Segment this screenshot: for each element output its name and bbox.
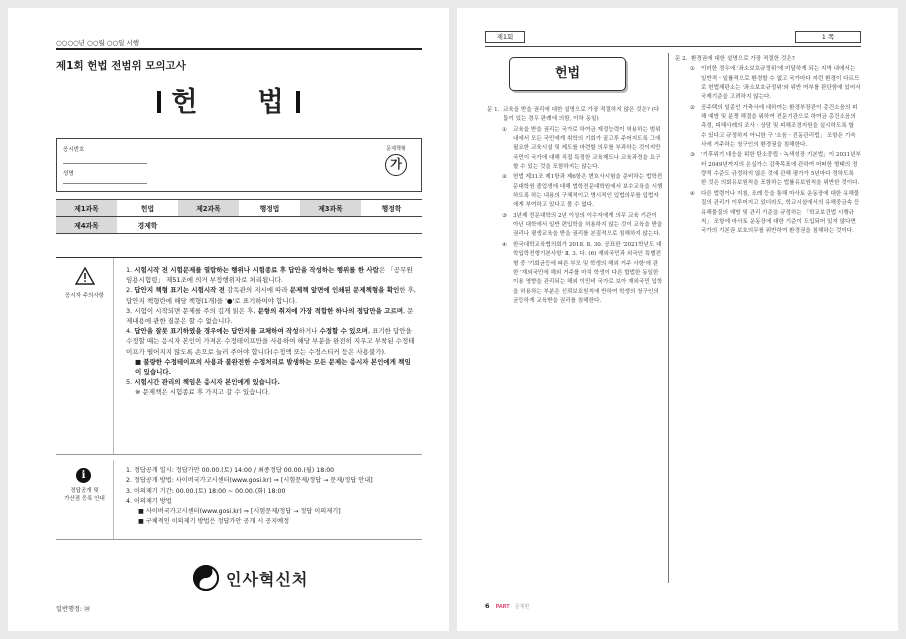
question-stem: 문 1. 교육을 받을 권리에 대한 설명으로 가장 적절하지 않은 것은? (다툼이 있는 경우 판례에 의함, 이하 동일) bbox=[487, 107, 660, 123]
info-item: 4. 이의제기 방법 bbox=[126, 497, 172, 505]
notice-item: 4. 답안을 잘못 표기하였을 경우에는 답안지를 교체하여 작성하거나 수정할 수 있으며, 표기한 답안을 수정할 때는 응시자 본인이 가져온 수정테이프만을 사용하여 해당 부분을 완전히 지우고 부착된 수정테이프가 떨어지지 않도록 손으로 눌러 주어야 합니다(수정액 또는 수정스티커 등은 사용불가). bbox=[126, 327, 415, 356]
question-option: ④ 한국대학교육협의회가 2018. 8. 30. 공표한 '2021학년도 대학입학전형기본사항' Ⅱ. 3. 다. (6) 재외국민과 외국인 특별전형 중 '기회균등에 따른 부모 및 학생의 해외 거주 사항'에 관한 '재외국민에 해외 거주를 마치 학생이 다른 합법한 동일한 이용 영향을 관리되는 해외 이민비 국가로 보아 재외국민 입학을 허용하는 부분은 신뢰보호원칙에 반하여 학생의 청구인의 균등하게 교육받을 권리를 침해한다. bbox=[502, 241, 663, 304]
notice-item: 1. 시험시작 전 시험문제를 열람하는 행위나 시험종료 후 답안을 작성하는 행위를 한 사람은 「공무원임용시험령」 제51조에 의거 부정행위자로 처리됩니다. bbox=[126, 266, 413, 285]
question-1 bbox=[487, 106, 663, 306]
left-page bbox=[8, 8, 449, 631]
info-label: 정답공개 및 가산점 등록 안내 bbox=[64, 488, 105, 502]
subject-cell: 제4과목 bbox=[56, 217, 117, 234]
info-item: 3. 이의제기 기간: 00.00.(토) 18:00 ~ 00.00.(화) 18:00 bbox=[126, 487, 286, 495]
question-option: ③ '기후위기 대응을 위한 탄소중립ㆍ녹색성장 기본법」이 2031년부터 2049년까지의 온실가스 감축목표에 관하여 어떠한 형태의 정량적 수준도 규정하지 않은 것에 관해 평가가 5년마다 정하도록 한 것은 의회유보원칙을 포함하는 법률유보원칙을 위반한 것이다. bbox=[690, 152, 861, 187]
question-option: ② 헌법 제31조 제1항과 제6항은 변호사시험을 준비하는 법학전문대학원 졸업생에 대해 법학전문대학원에서 보수교육을 시행하도록 하는 내용의 구체적이고 명시적인 입법의무를 입법자에게 부여하고 있다고 볼 수 없다. bbox=[502, 174, 663, 209]
info-item: 1. 정답공개 일시: 정답가안 00.00.(토) 14:00 / 최종정답 00.00.(월) 18:00 bbox=[126, 467, 335, 474]
question-option: ④ 다른 법령이나 지침, 조례 등을 통해 마사토 운동장에 대한 유해물질의 관리가 이루어지고 있더라도, 학교시설에서의 유해중금속 등 유해물질의 예방 및 관리 기준을 규정하는 「학교보건법 시행규칙」 조항에 마사토 운동장에 대한 기준이 도입되어 있지 않다면 국가의 기본권 보호의무를 위반하여 환경권을 침해하는 것이다. bbox=[690, 190, 860, 235]
header-rule bbox=[56, 48, 422, 50]
part-name: 문제편 bbox=[514, 604, 530, 610]
taegeuk-emblem-icon bbox=[192, 564, 220, 592]
notice-item: 2. 답안지 책형 표기는 시험시작 전 감독관의 지시에 따라 문제책 앞면에 인쇄된 문제책형을 확인한 후, 답안지 책형란에 해당 책형(1개)을 '●'로 표기하여야 합니다. bbox=[126, 286, 416, 305]
info-item: ■ 사이버국가고시센터(www.gosi.kr) ⇒ [시험문제/정답 → 정답 이의제기] bbox=[138, 508, 341, 516]
info-side bbox=[56, 460, 114, 539]
subject-title: 헌 법 bbox=[8, 80, 449, 119]
agency-logo bbox=[192, 564, 308, 592]
part-label: PART bbox=[495, 604, 510, 610]
subject-cell: 행정학 bbox=[361, 200, 422, 217]
subject-cell: 제1과목 bbox=[56, 200, 117, 217]
examinee-notice bbox=[56, 257, 422, 455]
header-rule bbox=[485, 46, 861, 47]
question-option: ① 이러한 경우에 '좌소보호규정위'에 미달하게 되는 지역 내에서는 일반적ㆍ일률적으로 환경할 수 없고 국가마다 저런 환경이 다르므로 헌법재판소는 '좌소보호규정위'와 위반 여부를 판단함에 있어서 국제기준을 고려하지 않는다. bbox=[690, 66, 861, 101]
subject-cell: 경제학 bbox=[117, 217, 178, 234]
subject-cell: 헌법 bbox=[117, 200, 178, 217]
name-line bbox=[63, 183, 147, 184]
subject-cell: 제2과목 bbox=[178, 200, 239, 217]
left-footer: 일반행정: ⑳ bbox=[56, 606, 91, 613]
exam-number-label: 응시번호 bbox=[63, 147, 85, 153]
right-footer bbox=[485, 602, 529, 610]
info-item: ■ 구체적인 이의제기 방법은 정답가안 공개 시 공지예정 bbox=[138, 518, 290, 526]
subject-heading: 헌법 bbox=[509, 57, 626, 91]
agency-name: 인사혁신처 bbox=[226, 569, 309, 589]
notice-label: 응시자 주의사항 bbox=[65, 293, 104, 299]
notice-item: 5. 시험시간 관리의 책임은 응시자 본인에게 있습니다. bbox=[126, 378, 280, 387]
warning-icon bbox=[75, 267, 95, 285]
exam-title: 제1회 헌법 전범위 모의고사 bbox=[56, 60, 186, 72]
notice-item: ※ 문제책은 시험종료 후 가지고 갈 수 있습니다. bbox=[135, 388, 270, 397]
notice-item: ■ 불량한 수정테이프의 사용과 불완전한 수정처리로 발생하는 모든 문제는 응시자 본인에게 책임이 있습니다. bbox=[135, 357, 411, 377]
info-body bbox=[126, 466, 416, 528]
examinee-id-box bbox=[56, 138, 422, 192]
notice-item: 3. 시험이 시작되면 문제를 주의 깊게 읽은 후, 문항의 취지에 가장 적합한 하나의 정답만을 고르며, 문제내용에 관한 질문은 할 수 없습니다. bbox=[126, 306, 414, 326]
subject-row bbox=[56, 200, 422, 217]
notice-side bbox=[56, 258, 114, 454]
right-page bbox=[457, 8, 898, 631]
question-option: ② 공주택의 일종인 가축사에 대하여는 환경부장관이 총건소음의 피해 예방 및 분쟁 해결을 위하여 전문기관으로 하여금 총건소음의 측정, 피해사례의 조사ㆍ상담 및 피해조정지원을 실시하도록 할 수 있다고 규정하지 아니한 구 '소음ㆍ진동관리법」 조항은 기숙사에 거주하는 청구인의 환경권을 침해한다. bbox=[690, 104, 858, 149]
subject-row bbox=[56, 217, 422, 234]
subject-table bbox=[56, 199, 422, 234]
right-header bbox=[485, 31, 861, 43]
exam-date: ○○○○년 ○○월 ○○일 시행 bbox=[56, 39, 139, 47]
booklet-type-label: 문제책형 bbox=[386, 146, 406, 152]
column-divider bbox=[668, 53, 669, 583]
question-option: ① 교육을 받을 권리는 국가로 하여금 재정능력이 허용하는 범위 내에서 모든 국민에게 취학의 기회가 골고루 주어지도록 그에 필요한 교육시설 및 제도를 마련할 의무를 부과하는 것이지만 국민이 국가에 대해 직접 특정한 교육제도나 교육과정을 요구할 수 있는 것을 포함하지는 않는다. bbox=[502, 126, 661, 171]
question-option: ③ 3년제 전문대학의 2년 이상의 이수자에게 의무 교육 기관이 아닌 대학에서 일반 편입학을 허용하지 않는 것이 교육을 받을 권리나 평생교육을 받을 권리를 본질적으로 침해하지 않는다. bbox=[502, 212, 663, 238]
info-icon: i bbox=[76, 468, 91, 483]
subject-cell: 행정법 bbox=[239, 200, 300, 217]
booklet-type-value: 가 bbox=[385, 154, 407, 176]
question-stem: 문 2. 환경권에 대한 설명으로 가장 적절한 것은? bbox=[675, 56, 795, 62]
info-item: 2. 정답공개 방법: 사이버국가고시센터(www.gosi.kr) ⇒ [시험문제/정답 → 문제/정답 안내] bbox=[126, 477, 373, 485]
notice-body bbox=[126, 265, 416, 398]
answer-info bbox=[56, 460, 422, 540]
subject-cell-empty bbox=[178, 217, 422, 234]
round-label: 제1회 bbox=[485, 31, 525, 43]
subject-cell: 제3과목 bbox=[300, 200, 361, 217]
exam-number-line bbox=[63, 163, 147, 164]
question-2 bbox=[675, 55, 861, 237]
page-label: 1 쪽 bbox=[795, 31, 861, 43]
page-number: 6 bbox=[485, 602, 490, 610]
name-label: 성명 bbox=[63, 171, 74, 177]
